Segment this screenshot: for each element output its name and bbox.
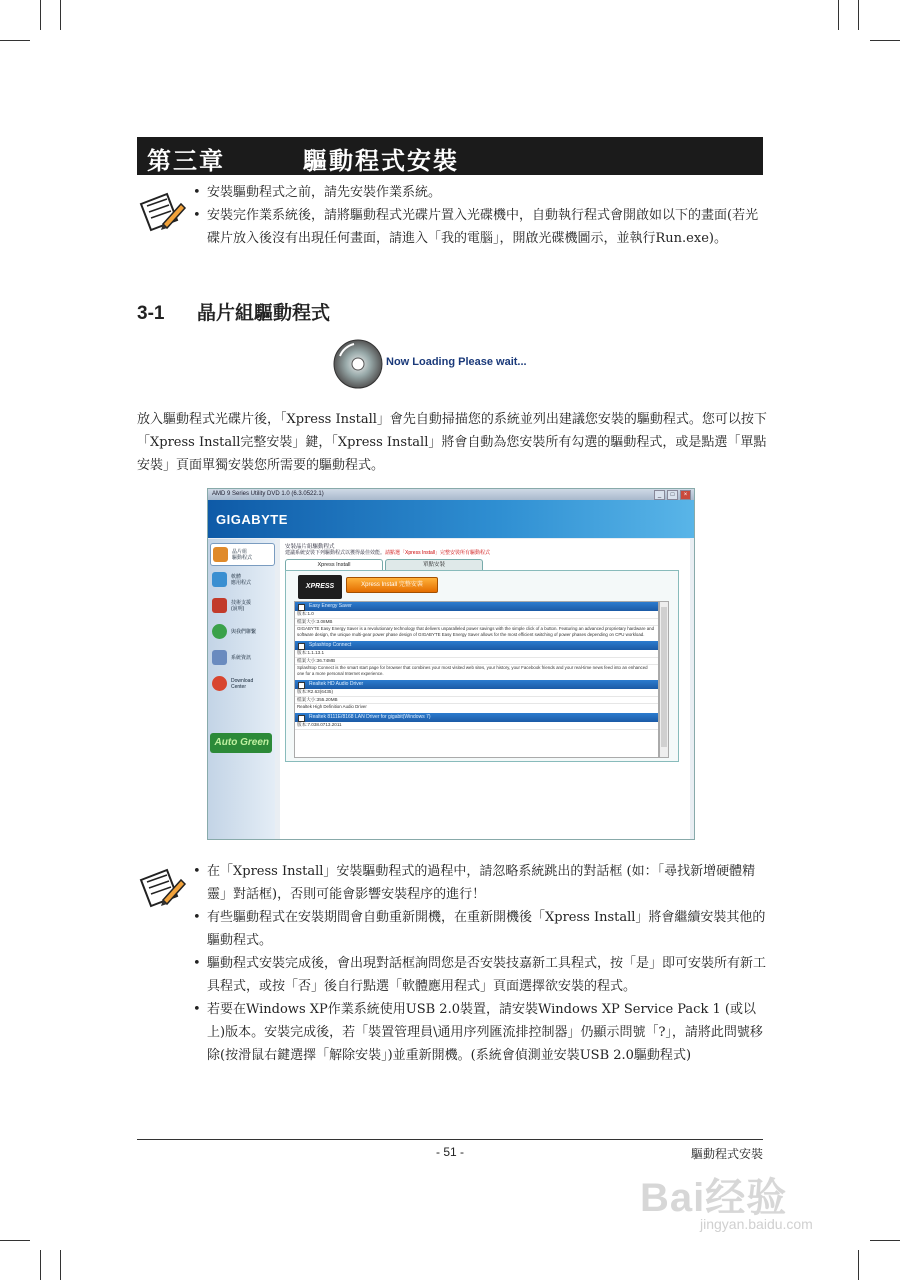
sidebar-item-support[interactable] [210, 595, 273, 616]
section-number: 3-1 [137, 303, 165, 324]
driver-checkbox-row[interactable]: Realtek 8111E/8168 LAN Driver for gigabit(Windows 7) [295, 713, 658, 722]
sidebar-item-contact[interactable] [210, 621, 273, 642]
footer-rule [137, 1139, 763, 1140]
system-info-icon [212, 650, 227, 665]
main-panel [280, 539, 690, 839]
driver-description: Realtek High Definition Audio Driver [297, 704, 367, 709]
close-button[interactable]: × [680, 490, 691, 500]
xpress-logo: XPRESS [298, 575, 342, 599]
crop-mark [0, 1240, 30, 1241]
app-header [208, 500, 694, 538]
brand-logo: GIGABYTE [216, 512, 288, 527]
tab-xpress-install[interactable]: Xpress Install [285, 559, 383, 571]
watermark-url: jingyan.baidu.com [700, 1216, 813, 1232]
chapter-header [137, 137, 763, 175]
crop-mark [858, 0, 859, 30]
loading-text: Now Loading Please wait... [386, 356, 527, 368]
minimize-button[interactable]: _ [654, 490, 665, 500]
note-item: • 若要在Windows XP作業系統使用USB 2.0裝置，請安裝Windows XP Service Pack 1 (或以上)版本。安裝完成後，若「裝置管理員\通用序列匯流排控制器」仍顯示問號「?」，請將此問號移除(按滑鼠右鍵選擇「解除安裝」)並重新開機。(系統會偵測並安裝USB 2.0驅動程式) [193, 998, 768, 1067]
note-pencil-icon [137, 190, 187, 234]
top-notes [193, 181, 768, 250]
sidebar-item-label: 系統資訊 [231, 654, 252, 661]
bottom-notes [193, 860, 768, 1067]
driver-item [295, 713, 658, 730]
tab-single-install[interactable]: 單點安裝 [385, 559, 483, 571]
window-title: AMD 9 Series Utility DVD 1.0 (6.3.0522.1) [212, 491, 324, 497]
note-item: • 安裝完作業系統後，請將驅動程式光碟片置入光碟機中，自動執行程式會開啟如以下的畫面(若光碟片放入後沒有出現任何畫面，請進入「我的電腦」，開啟光碟機圖示，並執行Run.exe)。 [193, 204, 768, 250]
sidebar-item-system-info[interactable] [210, 647, 273, 668]
window-titlebar [208, 489, 694, 500]
support-icon [212, 598, 227, 613]
driver-list [294, 601, 659, 758]
driver-version: 版本:1.1.13.1 [295, 650, 658, 658]
crop-mark [838, 0, 839, 30]
driver-item [295, 680, 658, 710]
baidu-watermark [640, 1166, 850, 1246]
main-title: 安裝晶片組驅動程式 [285, 544, 335, 550]
driver-checkbox-row[interactable]: Splashtop Connect [295, 641, 658, 650]
note-item: • 安裝驅動程式之前，請先安裝作業系統。 [193, 181, 768, 204]
crop-mark [870, 40, 900, 41]
chapter-title: 第三章 驅動程式安裝 [147, 146, 459, 175]
note-pencil-icon [137, 866, 187, 910]
driver-description: Splashtop Connect is the smart start page for browser that combines your most visited web sites, your history, your Facebook friends and your real-time news feed into an enhanced one for a more personal Internet experience. [297, 665, 648, 676]
driver-item [295, 641, 658, 677]
contact-icon [212, 624, 227, 639]
note-item: • 有些驅動程式在安裝期間會自動重新開機，在重新開機後「Xpress Install」將會繼續安裝其他的驅動程式。 [193, 906, 768, 952]
loading-indicator [332, 338, 527, 394]
sidebar-item-label: 與我們聯繫 [231, 628, 257, 635]
download-icon [212, 676, 227, 691]
scrollbar-thumb[interactable] [661, 607, 667, 747]
scrollbar[interactable] [659, 601, 669, 758]
footer-title: 驅動程式安裝 [690, 1147, 763, 1161]
watermark-logo: Bai经验 [640, 1176, 788, 1220]
driver-size: 檔案大小:36.74MB [295, 658, 658, 666]
main-desc-text: 建議系統安裝下列驅動程式以獲得最佳效能。 [285, 550, 386, 556]
main-desc-highlight: 請點選「Xpress Install」完整安裝所有驅動程式 [385, 550, 491, 556]
driver-panel [285, 570, 679, 762]
note-item: • 驅動程式安裝完成後，會出現對話框詢問您是否安裝技嘉新工具程式，按「是」即可安裝所有新工具程式，或按「否」後自行點選「軟體應用程式」頁面選擇欲安裝的程式。 [193, 952, 768, 998]
software-icon [212, 572, 227, 587]
sidebar-item-chipset[interactable] [210, 543, 275, 566]
xpress-install-window [207, 488, 695, 840]
section-heading [137, 298, 330, 325]
driver-checkbox-row[interactable]: Realtek HD Audio Driver [295, 680, 658, 689]
driver-size: 檔案大小:355.20MB [295, 697, 658, 705]
crop-mark [60, 1250, 61, 1280]
autogreen-button[interactable]: Auto Green [210, 733, 272, 753]
sidebar-item-label: 晶片組 驅動程式 [232, 548, 253, 561]
sidebar-item-software[interactable] [210, 569, 273, 590]
sidebar-item-label: 技術支援 (說明) [231, 599, 252, 612]
section-title: 晶片組驅動程式 [197, 302, 331, 324]
main-description [285, 549, 490, 556]
driver-size: 檔案大小:3.08MB [295, 619, 658, 627]
crop-mark [40, 0, 41, 30]
driver-version: 版本:7.038.0713.2011 [295, 722, 658, 730]
crop-mark [60, 0, 61, 30]
cd-disc-icon [332, 338, 384, 390]
sidebar-item-label: 軟體 應用程式 [231, 573, 252, 586]
driver-version: 版本:R2.63(6435) [295, 689, 658, 697]
driver-description: GIGABYTE Easy Energy Saver is a revolutionary technology that delivers unparalleled power savings with the simple click of a button. Featuring an advanced proprietary hardware and software design, the unique multi-gear power phase design of GIGABYTE Easy Energy Saver allows for the most efficient switching of power phases depending on CPU workload. [297, 626, 655, 637]
driver-item [295, 602, 658, 638]
intro-paragraph: 放入驅動程式光碟片後，「Xpress Install」會先自動掃描您的系統並列出建議您安裝的驅動程式。您可以按下「Xpress Install完整安裝」鍵，「Xpress Install」將會自動為您安裝所有勾選的驅動程式，或是點選「單點安裝」頁面單獨安裝您所需要的驅動程式。 [137, 412, 767, 473]
crop-mark [870, 1240, 900, 1241]
driver-checkbox-row[interactable]: Easy Energy Saver [295, 602, 658, 611]
sidebar-item-download[interactable] [210, 673, 273, 694]
crop-mark [858, 1250, 859, 1280]
sidebar [208, 539, 275, 839]
chipset-icon [213, 547, 228, 562]
driver-version: 版本:1.0 [295, 611, 658, 619]
crop-mark [0, 40, 30, 41]
maximize-button[interactable]: □ [667, 490, 678, 500]
page-number: - 51 - [435, 1145, 464, 1159]
crop-mark [40, 1250, 41, 1280]
sidebar-item-label: Download Center [231, 677, 254, 690]
xpress-install-button[interactable]: Xpress Install 完整安裝 [346, 577, 438, 593]
note-item: • 在「Xpress Install」安裝驅動程式的過程中，請忽略系統跳出的對話框 (如：「尋找新增硬體精靈」對話框)，否則可能會影響安裝程序的進行！ [193, 860, 768, 906]
